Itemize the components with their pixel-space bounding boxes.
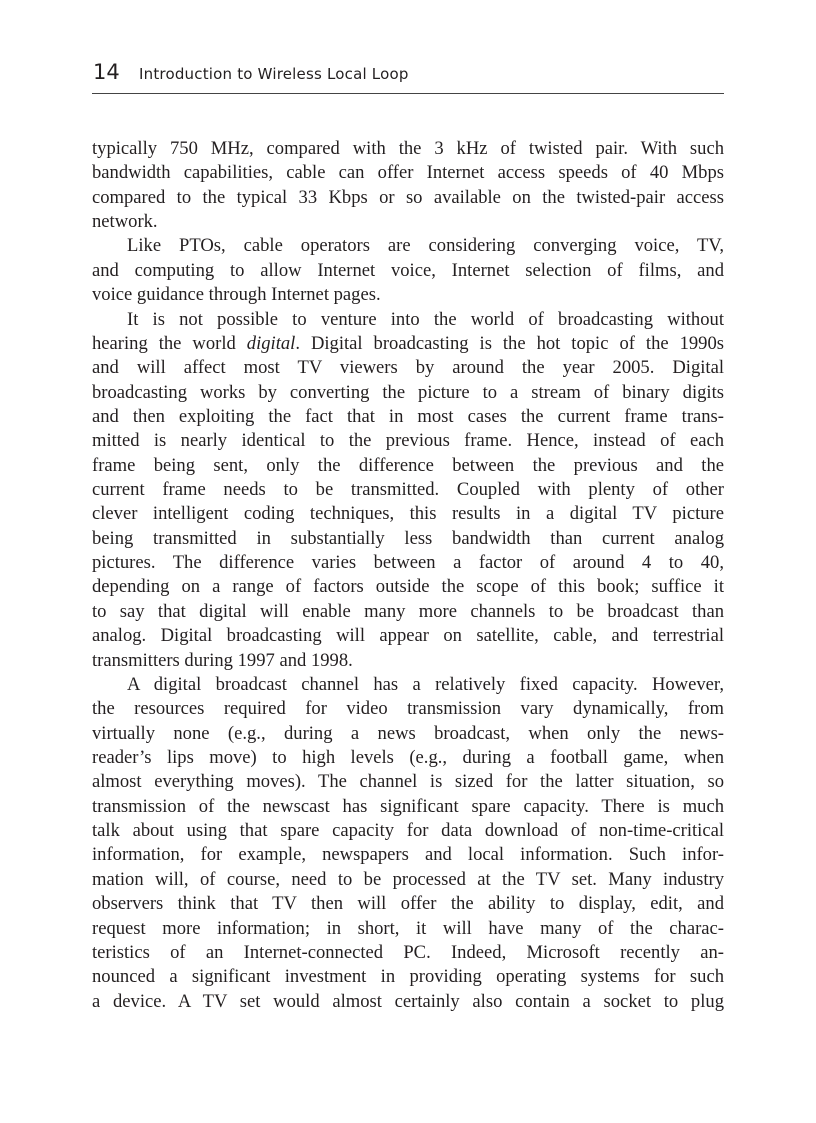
text-line: mitted is nearly identical to the previous frame. Hence, instead of each <box>92 430 724 452</box>
text-line: transmitters during 1997 and 1998. <box>92 649 353 671</box>
text-line: A digital broadcast channel has a relatively fixed capacity. However, <box>127 673 724 695</box>
text-line: and will affect most TV viewers by around the year 2005. Digital <box>92 357 724 379</box>
body-text <box>92 137 724 1014</box>
page-number: 14 <box>93 60 120 84</box>
text-line: typically 750 MHz, compared with the 3 kHz of twisted pair. With such <box>92 138 724 159</box>
text-line: reader’s lips move) to high levels (e.g., during a football game, when <box>92 746 724 768</box>
text-line: the resources required for video transmission vary dynamically, from <box>92 698 724 720</box>
text-line: mation will, of course, need to be processed at the TV set. Many industry <box>92 868 724 890</box>
text-line: frame being sent, only the difference between the previous and the <box>92 454 724 476</box>
text-line: network. <box>92 211 158 233</box>
paragraph <box>92 673 724 1014</box>
text-line: voice guidance through Internet pages. <box>92 284 381 306</box>
text-segment: hearing the world <box>92 332 247 354</box>
text-line: It is not possible to venture into the world of broadcasting without <box>127 308 724 330</box>
running-header <box>92 58 724 94</box>
text-segment: . Digital broadcasting is the hot topic of the 1990s <box>295 332 725 354</box>
text-line: analog. Digital broadcasting will appear on satellite, cable, and terrestrial <box>92 625 724 647</box>
running-title: Introduction to Wireless Local Loop <box>139 65 409 83</box>
text-line: information, for example, newspapers and local information. Such infor- <box>92 844 724 866</box>
text-line: broadcasting works by converting the picture to a stream of binary digits <box>92 381 724 403</box>
text-line: request more information; in short, it will have many of the charac- <box>92 917 724 939</box>
text-line: almost everything moves). The channel is sized for the latter situation, so <box>92 771 724 793</box>
paragraph <box>92 308 724 673</box>
text-line: to say that digital will enable many more channels to be broadcast than <box>92 600 724 622</box>
paragraph <box>92 137 724 234</box>
paragraph <box>92 234 724 307</box>
text-line: nounced a significant investment in providing operating systems for such <box>92 966 724 988</box>
text-line: talk about using that spare capacity for data download of non-time-critical <box>92 820 724 842</box>
text-line: current frame needs to be transmitted. Coupled with plenty of other <box>92 479 724 501</box>
text-line: pictures. The difference varies between a factor of around 4 to 40, <box>92 552 724 574</box>
text-line: being transmitted in substantially less bandwidth than current analog <box>92 527 724 549</box>
text-line <box>92 332 724 356</box>
text-line: bandwidth capabilities, cable can offer Internet access speeds of 40 Mbps <box>92 162 724 184</box>
text-line: compared to the typical 33 Kbps or so available on the twisted-pair access <box>92 186 724 208</box>
text-line: depending on a range of factors outside the scope of this book; suffice it <box>92 576 724 598</box>
text-line: a device. A TV set would almost certainly also contain a socket to plug <box>92 990 724 1012</box>
text-line: clever intelligent coding techniques, this results in a digital TV picture <box>92 503 724 525</box>
text-line: virtually none (e.g., during a news broadcast, when only the news- <box>92 722 724 744</box>
text-line: teristics of an Internet-connected PC. Indeed, Microsoft recently an- <box>92 941 724 963</box>
text-line: Like PTOs, cable operators are considering converging voice, TV, <box>127 235 724 257</box>
text-line: observers think that TV then will offer the ability to display, edit, and <box>92 893 724 915</box>
italic-term: digital <box>246 332 296 354</box>
text-line: and then exploiting the fact that in most cases the current frame trans- <box>92 405 724 427</box>
text-line: transmission of the newscast has significant spare capacity. There is much <box>92 795 724 817</box>
text-line: and computing to allow Internet voice, Internet selection of films, and <box>92 259 724 281</box>
